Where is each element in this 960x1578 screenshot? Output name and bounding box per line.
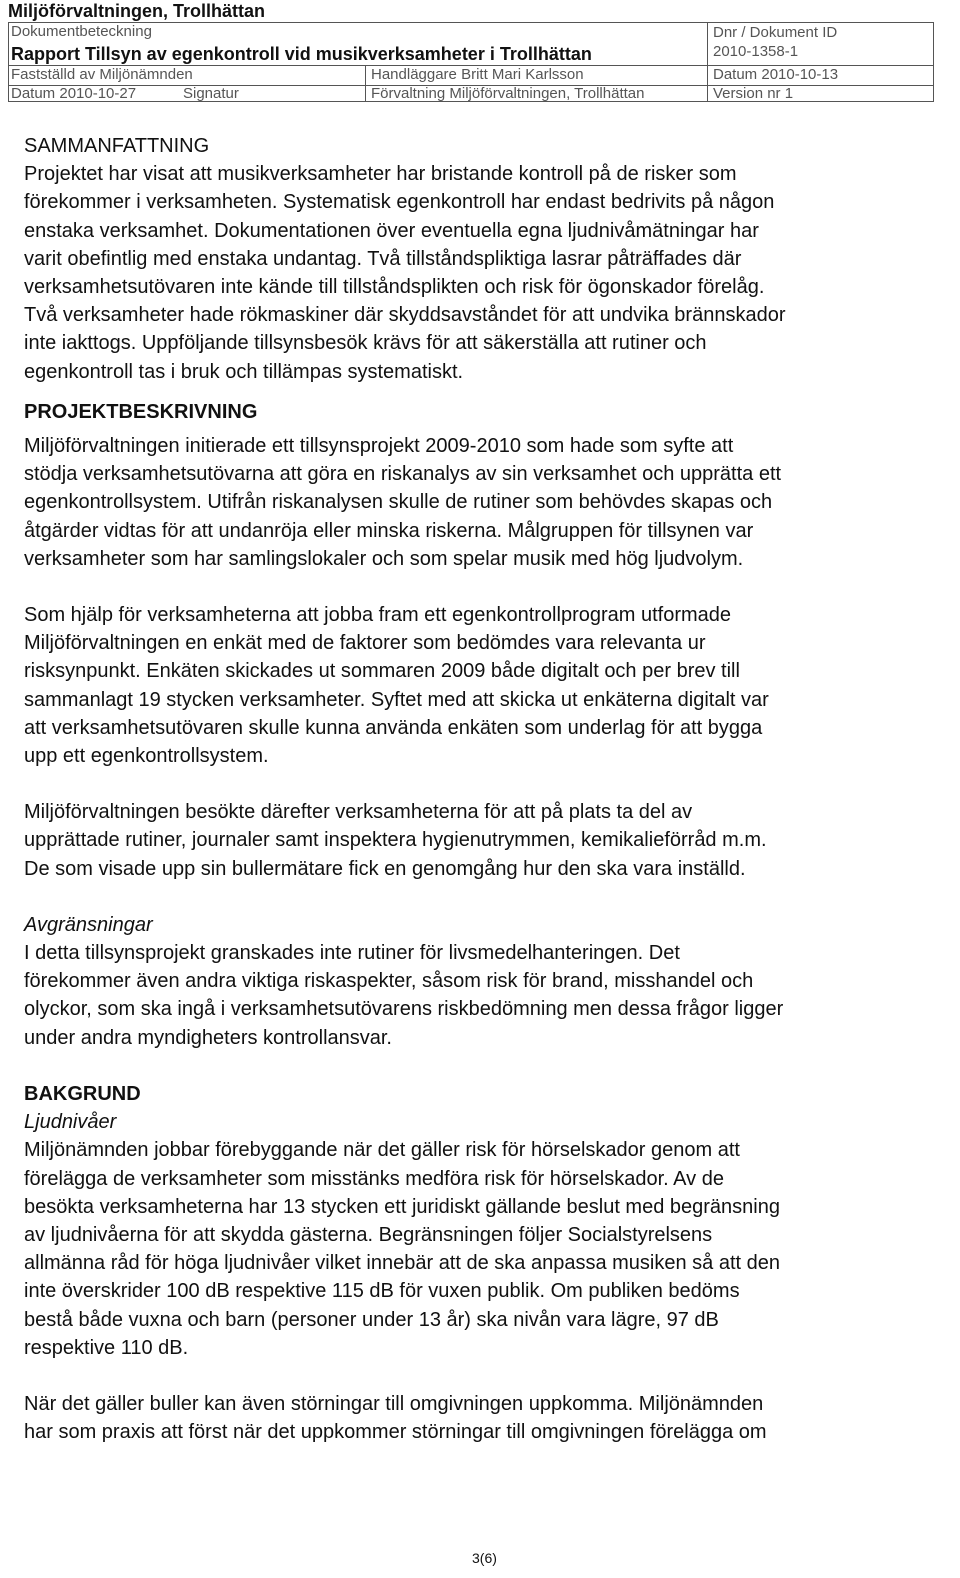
page-number: 3(6): [472, 1550, 497, 1566]
text-line: förekommer i verksamheten. Systematisk egenkontroll har endast bedrivits på någon: [24, 191, 775, 214]
text-line: risksynpunkt. Enkäten skickades ut sommaren 2009 både digitalt och per brev till: [24, 660, 740, 683]
text-line: upp ett egenkontrollsystem.: [24, 745, 269, 768]
text-line: allmänna råd för höga ljudnivåer vilket innebär att de ska anpassa musiken så att den: [24, 1252, 781, 1275]
text-line: bestå både vuxna och barn (personer under 13 år) ska nivån vara lägre, 97 dB: [24, 1308, 719, 1331]
text-line: egenkontroll tas i bruk och tillämpas systematiskt.: [24, 360, 464, 383]
text-line: av ljudnivåerna för att skydda gästerna. Begränsningen följer Socialstyrelsens: [24, 1223, 713, 1246]
text-line: Miljönämnden jobbar förebyggande när det gäller risk för hörselskador genom att: [24, 1139, 740, 1162]
sammanfattning-text: [24, 160, 954, 386]
text-line: Miljöförvaltningen en enkät med de faktorer som bedömdes vara relevanta ur: [24, 632, 706, 655]
version-label: Version nr 1: [713, 85, 794, 102]
projekt-paragraph-1: [24, 432, 954, 573]
text-line: respektive 110 dB.: [24, 1336, 189, 1359]
text-line: Miljöförvaltningen initierade ett tillsynsprojekt 2009-2010 som hade som syfte att: [24, 435, 734, 458]
text-line: I detta tillsynsprojekt granskades inte rutiner för livsmedelhanteringen. Det: [24, 942, 680, 965]
projekt-paragraph-2: [24, 601, 954, 770]
forvaltning-label: Förvaltning Miljöförvaltningen, Trollhättan: [371, 85, 645, 102]
text-line: När det gäller buller kan även störningar till omgivningen uppkomma. Miljönämnden: [24, 1392, 764, 1415]
text-line: under andra myndigheters kontrollansvar.: [24, 1026, 392, 1049]
text-line: har som praxis att först när det uppkommer störningar till omgivningen förelägga om: [24, 1421, 767, 1444]
text-line: verksamhetsutövaren inte kände till tillståndsplikten och risk för ögonskador förelåg.: [24, 276, 765, 299]
text-line: Miljöförvaltningen besökte därefter verksamheterna för att på plats ta del av: [24, 801, 693, 824]
projektbeskrivning-heading: PROJEKTBESKRIVNING: [24, 400, 258, 423]
dnr-label: Dnr / Dokument ID: [713, 24, 838, 41]
text-line: sammanlagt 19 stycken verksamheter. Syftet med att skicka ut enkäterna digitalt var: [24, 688, 769, 711]
avgransningar-text: [24, 939, 954, 1052]
header-divider: [365, 65, 366, 101]
datum-left-label: Datum 2010-10-27: [11, 85, 137, 102]
document-header-table: [8, 22, 934, 102]
document-body: [24, 132, 954, 1446]
text-line: åtgärder vidtas för att undanröja eller minska riskerna. Målgruppen för tillsynen var: [24, 519, 754, 542]
datum-right-label: Datum 2010-10-13: [713, 66, 839, 83]
text-line: besökta verksamheterna har 13 stycken ett juridiskt gällande beslut med begränsning: [24, 1195, 780, 1218]
buller-text: [24, 1390, 954, 1446]
text-line: att verksamhetsutövaren skulle kunna använda enkäten som underlag för att bygga: [24, 716, 763, 739]
text-line: förekommer även andra viktiga riskaspekter, såsom risk för brand, misshandel och: [24, 970, 754, 993]
sammanfattning-heading: SAMMANFATTNING: [24, 135, 210, 157]
text-line: Som hjälp för verksamheterna att jobba fram ett egenkontrollprogram utformade: [24, 604, 732, 627]
bakgrund-heading: BAKGRUND: [24, 1082, 141, 1105]
avgransningar-heading: Avgränsningar: [24, 913, 153, 936]
text-line: De som visade upp sin bullermätare fick en genomgång hur den ska vara inställd.: [24, 857, 746, 880]
doc-label: Dokumentbeteckning: [11, 23, 152, 40]
text-line: enstaka verksamhet. Dokumentationen över eventuella egna ljudnivåmätningar har: [24, 219, 759, 242]
projekt-paragraph-3: [24, 798, 954, 883]
header-row-3: [9, 85, 933, 103]
dnr-value: 2010-1358-1: [713, 43, 799, 60]
ljudnivaer-text: [24, 1136, 954, 1362]
text-line: egenkontrollsystem. Utifrån riskanalysen skulle de rutiner som behövdes skapas och: [24, 491, 773, 514]
text-line: inte överskrider 100 dB respektive 115 dB för vuxen publik. Om publiken bedöms: [24, 1280, 740, 1303]
signatur-label: Signatur: [183, 85, 239, 102]
header-divider: [707, 23, 708, 101]
text-line: upprättade rutiner, journaler samt inspektera hygienutrymmen, kemikalieförråd m.m.: [24, 829, 767, 852]
header-row-2: [9, 65, 933, 86]
faststalld-label: Fastställd av Miljönämnden: [11, 66, 193, 83]
text-line: varit obefintlig med enstaka undantag. Två tillståndspliktiga lasrar påträffades där: [24, 247, 742, 270]
text-line: förelägga de verksamheter som misstänks medföra risk för hörselskador. Av de: [24, 1167, 724, 1190]
ljudnivaer-heading: Ljudnivåer: [24, 1111, 117, 1134]
text-line: verksamheter som har samlingslokaler och som spelar musik med hög ljudvolym.: [24, 547, 744, 570]
header-row-title: [9, 23, 933, 66]
document-title: Rapport Tillsyn av egenkontroll vid musikverksamheter i Trollhättan: [11, 44, 592, 64]
text-line: Två verksamheter hade rökmaskiner där skyddsavståndet för att undvika brännskador: [24, 304, 786, 327]
text-line: stödja verksamhetsutövarna att göra en riskanalys av sin verksamhet och upprätta ett: [24, 463, 782, 486]
text-line: Projektet har visat att musikverksamheter har bristande kontroll på de risker som: [24, 163, 737, 186]
organization-name: Miljöförvaltningen, Trollhättan: [8, 1, 266, 21]
text-line: inte iakttogs. Uppföljande tillsynsbesök krävs för att säkerställa att rutiner och: [24, 332, 707, 355]
text-line: olyckor, som ska ingå i verksamhetsutövarens riskbedömning men dessa frågor ligger: [24, 998, 784, 1021]
handlaggare-label: Handläggare Britt Mari Karlsson: [371, 66, 584, 83]
